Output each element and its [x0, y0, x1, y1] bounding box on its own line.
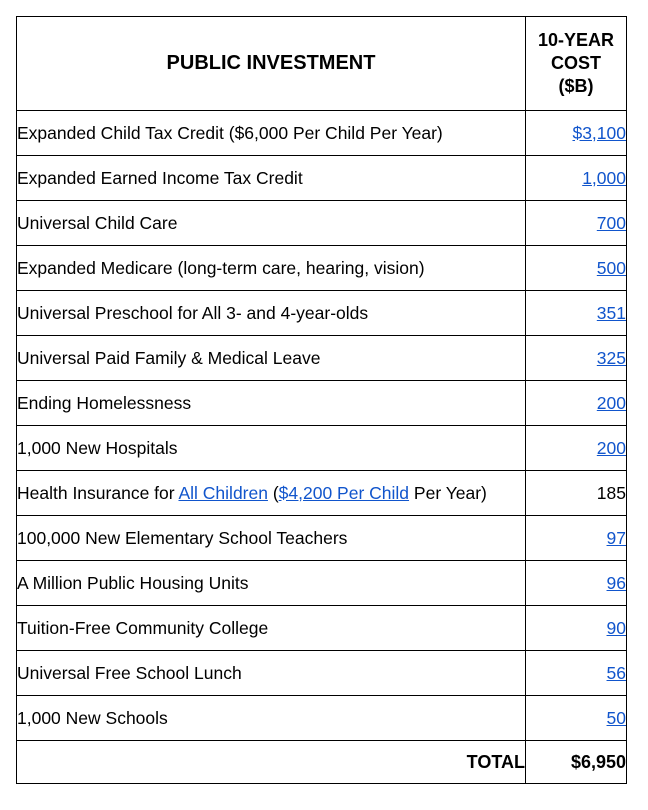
- cost-header-line-2: COST: [550, 53, 601, 73]
- cost-cell: [526, 336, 627, 381]
- investment-name-cell: Universal Child Care: [17, 201, 526, 246]
- table-row: [17, 606, 627, 651]
- table-row: [17, 291, 627, 336]
- table-row: [17, 156, 627, 201]
- cost-source-link[interactable]: 56: [606, 662, 626, 683]
- cost-cell: [526, 471, 627, 516]
- public-investment-table: [16, 16, 627, 784]
- table-row: [17, 246, 627, 291]
- investment-name-cell: Universal Paid Family & Medical Leave: [17, 336, 526, 381]
- cost-cell: [526, 651, 627, 696]
- table-row: [17, 651, 627, 696]
- table-row: [17, 471, 627, 516]
- cost-source-link[interactable]: 351: [596, 302, 626, 323]
- cost-source-link[interactable]: 96: [606, 572, 626, 593]
- investment-name-cell: Expanded Earned Income Tax Credit: [17, 156, 526, 201]
- total-value: $6,950: [526, 741, 627, 784]
- table-row: [17, 381, 627, 426]
- table-row: [17, 336, 627, 381]
- cost-source-link[interactable]: $3,100: [572, 122, 626, 143]
- cost-source-link[interactable]: 1,000: [582, 167, 626, 188]
- cost-header-line-1: 10-YEAR: [537, 30, 615, 50]
- investment-name-cell: 100,000 New Elementary School Teachers: [17, 516, 526, 561]
- cost-column-header: [526, 17, 627, 111]
- investment-name-cell: Expanded Child Tax Credit ($6,000 Per Child Per Year): [17, 111, 526, 156]
- inline-source-link[interactable]: All Children: [178, 482, 268, 503]
- table-body: [17, 111, 627, 741]
- total-label: TOTAL: [17, 741, 526, 784]
- cost-cell: [526, 111, 627, 156]
- cost-cell: [526, 696, 627, 741]
- total-row: [17, 741, 627, 784]
- table-row: [17, 516, 627, 561]
- investment-column-header: PUBLIC INVESTMENT: [17, 17, 526, 111]
- cost-cell: [526, 156, 627, 201]
- inline-source-link[interactable]: $4,200 Per Child: [278, 482, 410, 503]
- investment-name-cell: Tuition-Free Community College: [17, 606, 526, 651]
- investment-name-cell: 1,000 New Hospitals: [17, 426, 526, 471]
- table-row: [17, 111, 627, 156]
- cost-cell: [526, 426, 627, 471]
- investment-name-cell: Universal Free School Lunch: [17, 651, 526, 696]
- investment-name-cell: 1,000 New Schools: [17, 696, 526, 741]
- investment-name-cell: Ending Homelessness: [17, 381, 526, 426]
- cost-source-link[interactable]: 97: [606, 527, 626, 548]
- cost-source-link[interactable]: 90: [606, 617, 626, 638]
- table-row: [17, 201, 627, 246]
- investment-name-text: Per Year): [409, 482, 487, 503]
- cost-source-link[interactable]: 325: [596, 347, 626, 368]
- cost-cell: [526, 291, 627, 336]
- investment-name-cell: A Million Public Housing Units: [17, 561, 526, 606]
- investment-name-cell: Expanded Medicare (long-term care, hearing, vision): [17, 246, 526, 291]
- investment-name-text: (: [267, 482, 279, 503]
- table-row: [17, 561, 627, 606]
- cost-header-line-3: ($B): [558, 76, 594, 96]
- table-header-row: [17, 17, 627, 111]
- cost-source-link[interactable]: 200: [596, 392, 626, 413]
- cost-cell: [526, 516, 627, 561]
- cost-cell: [526, 201, 627, 246]
- cost-source-link[interactable]: 700: [596, 212, 626, 233]
- cost-cell: [526, 246, 627, 291]
- cost-source-link[interactable]: 500: [596, 257, 626, 278]
- investment-name-cell: Universal Preschool for All 3- and 4-year-olds: [17, 291, 526, 336]
- cost-source-link[interactable]: 50: [606, 707, 626, 728]
- cost-source-link[interactable]: 200: [596, 437, 626, 458]
- cost-cell: [526, 381, 627, 426]
- cost-cell: [526, 561, 627, 606]
- investment-name-text: Health Insurance for: [17, 482, 179, 503]
- table-row: [17, 426, 627, 471]
- cost-cell: [526, 606, 627, 651]
- investment-name-cell: [17, 471, 526, 516]
- cost-value: 185: [596, 482, 626, 503]
- table-row: [17, 696, 627, 741]
